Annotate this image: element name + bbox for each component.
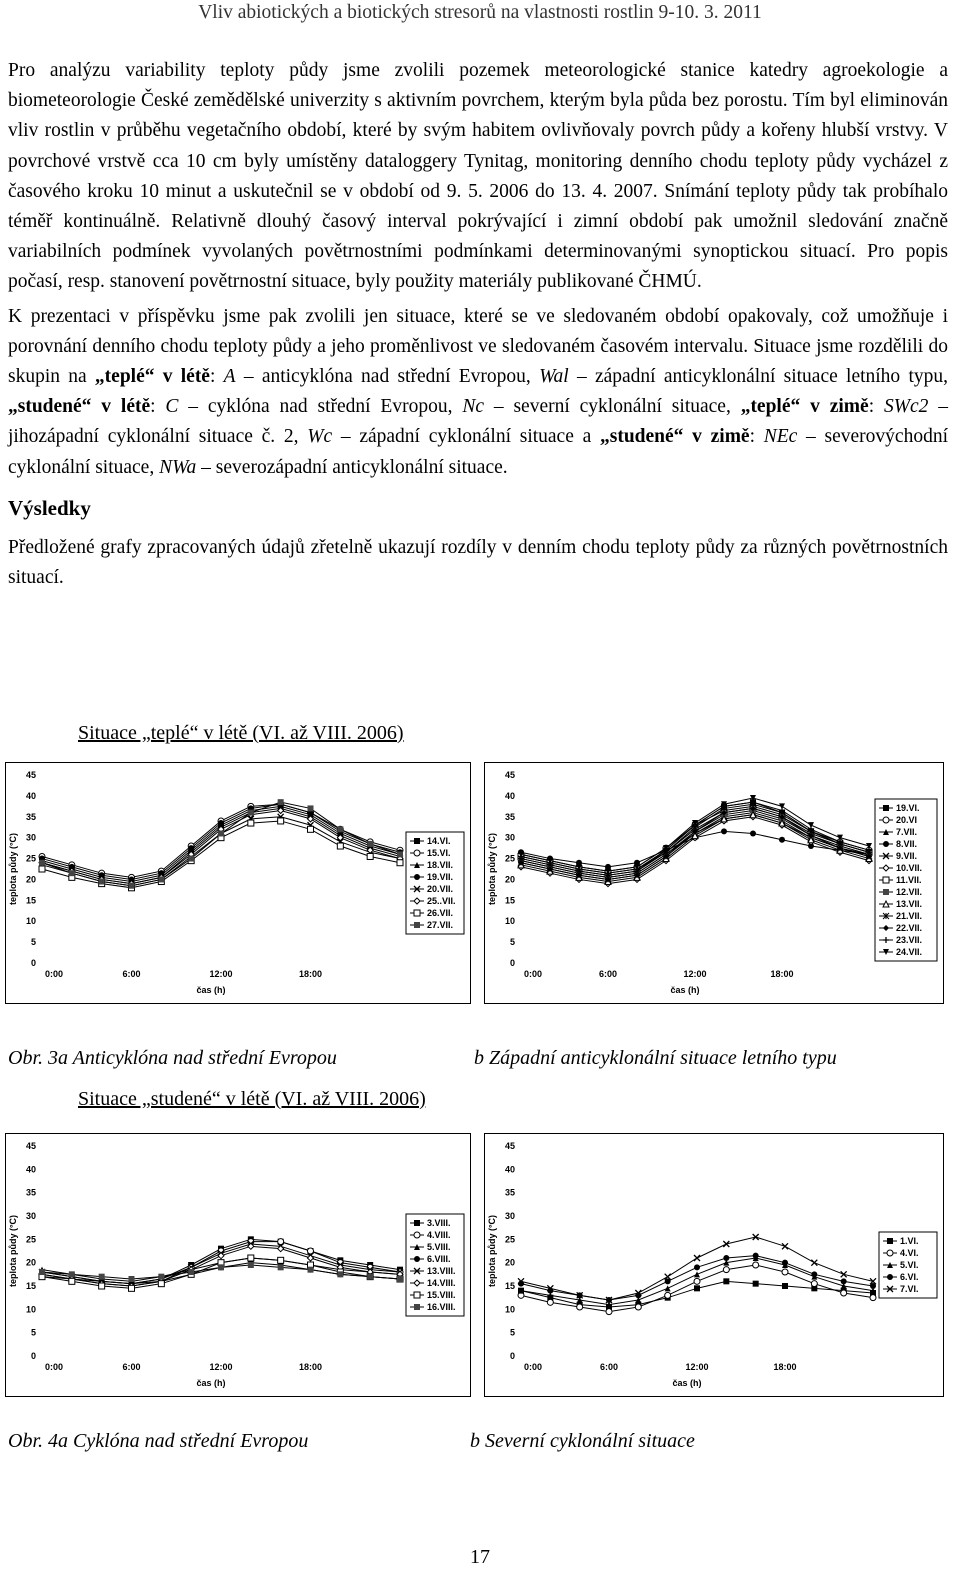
chart-svg xyxy=(485,763,943,1003)
body-text xyxy=(8,56,948,593)
fig3b-caption: b Západní anticyklonální situace letního typu xyxy=(474,1047,837,1069)
y-tick-label: 40 xyxy=(25,1164,36,1175)
legend-marker xyxy=(887,1274,893,1280)
x-tick-label: 0:00 xyxy=(523,969,543,979)
y-tick-label: 15 xyxy=(25,1281,36,1291)
p2-i2: Wal xyxy=(539,366,569,388)
y-tick-label: 15 xyxy=(504,895,515,906)
legend xyxy=(406,1214,464,1316)
legend-entry: 8.VII. xyxy=(896,839,918,849)
data-point xyxy=(158,1274,164,1280)
data-point xyxy=(750,830,756,836)
x-tick-label: 6:00 xyxy=(122,1362,141,1372)
data-point xyxy=(308,805,314,811)
section1-title: Situace „teplé“ v létě (VI. až VIII. 2006) xyxy=(78,722,404,744)
series-line xyxy=(521,1256,873,1300)
y-tick-label: 0 xyxy=(30,1351,36,1361)
data-point xyxy=(782,1269,788,1275)
y-tick-label: 10 xyxy=(504,916,515,927)
x-tick-label: 18:00 xyxy=(770,969,794,979)
legend-entry: 24.VII. xyxy=(896,947,923,957)
p2-b3: „teplé“ v zimě xyxy=(740,396,869,418)
legend-entry: 4.VIII. xyxy=(427,1230,451,1240)
legend-marker xyxy=(414,838,420,844)
paragraph-1: Pro analýzu variability teploty půdy jsme zvolili pozemek meteorologické stanice katedry agroekologie a biometeorologie České zemědělské univerzity s aktivním povrchem, kterým byla půda bez porostu. Tím byl eliminován vliv rostlin v průběhu vegetačního období, které by svým habitem ovlivňovaly povrch půdy a kořeny hlubší vrstvy. V povrchové vrstvě cca 10 cm byly umístěny dataloggery Tynitag, monitoring denního chodu teploty půdy vycházel z časového kroku 10 minut a uskutečnil se v období od 9. 5. 2006 do 13. 4. 2007. Snímání teploty půdy tak probíhalo téměř kontinuálně. Relativně dlouhý časový interval pokrývající i zimní období pak umožnil sledování značně variabilních podmínek vyvolaných povětrnostními podmínkami determinovanými synoptickou situací. Pro popis počasí, resp. stanovení povětrnostní situace, byly použity materiály publikované ČHMÚ. xyxy=(8,60,948,293)
chart-3a xyxy=(5,762,471,1004)
data-point xyxy=(367,841,373,847)
x-axis-label: čas (h) xyxy=(196,1378,226,1388)
data-point xyxy=(547,1299,553,1305)
fig4b-caption: b Severní cyklonální situace xyxy=(470,1430,695,1452)
p2-t2: : xyxy=(209,366,224,388)
data-point xyxy=(606,1309,612,1315)
legend-marker xyxy=(887,1238,893,1244)
data-point xyxy=(841,1278,847,1284)
data-point xyxy=(188,1269,194,1275)
series-3 xyxy=(518,1253,876,1303)
running-header: Vliv abiotických a biotických stresorů na vlastnosti rostlin 9-10. 3. 2011 xyxy=(198,2,762,23)
paragraph-2 xyxy=(8,302,948,483)
data-point xyxy=(694,1285,700,1291)
data-point xyxy=(39,860,45,866)
page-number: 17 xyxy=(470,1546,490,1568)
paragraph-3: Předložené grafy zpracovaných údajů zřetelně ukazují rozdíly v denním chodu teploty půdy za různých povětrnostních situací. xyxy=(8,537,948,589)
series-10 xyxy=(518,805,872,882)
data-point xyxy=(694,1264,700,1270)
data-point xyxy=(723,1267,729,1273)
data-point xyxy=(248,810,254,816)
data-point xyxy=(248,1255,254,1261)
legend-marker xyxy=(414,910,420,916)
y-tick-label: 0 xyxy=(509,958,515,968)
y-tick-label: 30 xyxy=(504,832,515,843)
legend-entry: 5.VIII. xyxy=(427,1242,451,1252)
chart-svg xyxy=(6,763,470,1003)
legend-entry: 19.VI. xyxy=(896,803,920,813)
data-point xyxy=(69,1278,75,1284)
y-tick-label: 10 xyxy=(25,916,36,927)
series-0 xyxy=(39,803,403,884)
x-tick-label: 18:00 xyxy=(773,1362,797,1372)
data-point xyxy=(337,843,343,849)
legend-entry: 7.VII. xyxy=(896,827,918,837)
section2-title: Situace „studené“ v létě (VI. až VIII. 2006) xyxy=(78,1088,426,1110)
legend-marker xyxy=(883,805,889,811)
y-axis-label: teplota půdy (°C) xyxy=(8,1214,18,1288)
data-point xyxy=(782,1243,788,1249)
data-point xyxy=(278,1257,284,1263)
data-point xyxy=(811,1281,817,1287)
legend-entry: 1.VI. xyxy=(900,1236,919,1246)
data-point xyxy=(694,1278,700,1284)
data-point xyxy=(278,818,284,824)
data-point xyxy=(694,1271,700,1277)
p2-i3: C xyxy=(165,396,179,418)
data-point xyxy=(577,1304,583,1310)
data-point xyxy=(218,1264,224,1270)
x-axis-label: čas (h) xyxy=(196,985,226,995)
data-point xyxy=(337,826,343,832)
p2-b2: „studené“ v létě xyxy=(8,396,151,418)
p2-t6: – cyklóna nad střední Evropou, xyxy=(178,396,463,418)
data-point xyxy=(635,1304,641,1310)
legend-entry: 12.VII. xyxy=(896,887,923,897)
legend-entry: 6.VI. xyxy=(900,1272,919,1282)
p2-t12: – severovýchodní cyklonální situace, xyxy=(8,426,948,478)
y-tick-label: 10 xyxy=(25,1304,36,1315)
y-tick-label: 45 xyxy=(25,1141,36,1151)
data-point xyxy=(397,860,403,866)
series-3 xyxy=(39,801,403,882)
y-tick-label: 25 xyxy=(504,853,515,864)
legend-entry: 16.VIII. xyxy=(427,1302,456,1312)
x-tick-label: 12:00 xyxy=(209,1362,233,1372)
y-tick-label: 25 xyxy=(504,1234,515,1245)
y-tick-label: 35 xyxy=(504,811,515,822)
y-tick-label: 5 xyxy=(509,937,515,948)
legend-marker xyxy=(414,1220,420,1226)
data-point xyxy=(69,1271,75,1277)
fig3a-caption: Obr. 3a Anticyklóna nad střední Evropou xyxy=(8,1047,337,1069)
data-point xyxy=(69,870,75,876)
data-point xyxy=(753,1253,759,1259)
legend-entry: 13.VIII. xyxy=(427,1266,456,1276)
legend-entry: 20.VI xyxy=(896,815,918,825)
x-tick-label: 0:00 xyxy=(44,969,64,979)
data-point xyxy=(188,845,194,851)
x-tick-label: 0:00 xyxy=(523,1362,543,1372)
p2-i1: A xyxy=(223,366,236,388)
legend-entry: 22.VII. xyxy=(896,923,923,933)
data-point xyxy=(308,1267,314,1273)
data-point xyxy=(39,866,45,872)
data-point xyxy=(753,1281,759,1287)
y-tick-label: 35 xyxy=(504,1187,515,1198)
data-point xyxy=(158,1281,164,1287)
legend-entry: 20.VII. xyxy=(427,884,454,894)
data-point xyxy=(99,1283,105,1289)
data-point xyxy=(367,853,373,859)
data-point xyxy=(278,1264,284,1270)
legend xyxy=(875,799,937,961)
y-tick-label: 0 xyxy=(30,958,36,968)
data-point xyxy=(841,1290,847,1296)
data-point xyxy=(779,803,785,809)
data-point xyxy=(158,876,164,882)
p2-t13: – severozápadní anticyklonální situace. xyxy=(196,456,508,478)
legend-entry: 7.VI. xyxy=(900,1284,919,1294)
legend-marker xyxy=(414,874,420,880)
y-tick-label: 40 xyxy=(25,790,36,801)
data-point xyxy=(723,1278,729,1284)
data-point xyxy=(665,1292,671,1298)
y-tick-label: 20 xyxy=(504,1257,515,1268)
y-tick-label: 40 xyxy=(504,1164,515,1175)
legend-entry: 26.VII. xyxy=(427,908,454,918)
legend xyxy=(879,1232,937,1298)
data-point xyxy=(278,799,284,805)
y-axis-label: teplota půdy (°C) xyxy=(487,1214,497,1288)
data-point xyxy=(218,830,224,836)
y-tick-label: 20 xyxy=(504,874,515,885)
x-tick-label: 12:00 xyxy=(685,1362,709,1372)
legend-entry: 9.VII. xyxy=(896,851,918,861)
legend-entry: 6.VIII. xyxy=(427,1254,451,1264)
legend xyxy=(406,832,464,934)
legend-entry: 5.VI. xyxy=(900,1260,919,1270)
x-axis-label: čas (h) xyxy=(670,985,700,995)
x-tick-label: 6:00 xyxy=(598,969,618,979)
chart-3b xyxy=(484,762,944,1004)
p2-t5: : xyxy=(150,396,166,418)
legend-marker xyxy=(414,1256,420,1262)
x-tick-label: 12:00 xyxy=(209,969,233,979)
y-tick-label: 5 xyxy=(509,1327,515,1338)
p2-t7: – severní cyklonální situace, xyxy=(484,396,741,418)
series-line xyxy=(42,804,400,879)
data-point xyxy=(39,1269,45,1275)
legend-entry: 10.VII. xyxy=(896,863,923,873)
p2-t1: K prezentaci v příspěvku jsme pak zvolili jen situace, které se ve sledovaném období opakovaly, což umožňuje i porovnání denního chodu teploty půdy a jeho proměnlivost ve sledovaném časovém intervalu. Situace jsme rozdělili do skupin na xyxy=(8,305,948,388)
legend-entry: 21.VII. xyxy=(896,911,923,921)
p2-i5: SWc2 xyxy=(883,396,929,418)
data-point xyxy=(367,1274,373,1280)
data-point xyxy=(99,1274,105,1280)
data-point xyxy=(99,879,105,885)
legend-entry: 15.VI. xyxy=(427,848,451,858)
series-7 xyxy=(39,1262,403,1282)
x-tick-label: 0:00 xyxy=(44,1362,64,1372)
y-tick-label: 25 xyxy=(25,853,36,864)
y-tick-label: 5 xyxy=(30,1327,36,1338)
legend-marker xyxy=(414,922,420,928)
chart-svg xyxy=(6,1134,470,1396)
y-tick-label: 20 xyxy=(25,874,36,885)
series-6 xyxy=(39,1255,403,1291)
p2-b4: „studené“ v zimě xyxy=(599,426,750,448)
p2-t4: – západní anticyklonální situace letního typu, xyxy=(568,366,948,388)
data-point xyxy=(753,1262,759,1268)
y-tick-label: 10 xyxy=(504,1304,515,1315)
p2-i8: NWa xyxy=(159,456,197,478)
y-axis-label: teplota půdy (°C) xyxy=(8,832,18,906)
legend-marker xyxy=(883,889,889,895)
y-tick-label: 40 xyxy=(504,790,515,801)
legend-marker xyxy=(883,877,889,883)
p2-b1: „teplé“ v létě xyxy=(94,366,210,388)
legend-entry: 3.VIII. xyxy=(427,1218,451,1228)
data-point xyxy=(129,1285,135,1291)
legend-entry: 25..VII. xyxy=(427,896,456,906)
y-tick-label: 30 xyxy=(25,832,36,843)
x-tick-label: 18:00 xyxy=(298,969,323,979)
p2-t9: – jihozápadní cyklonální situace č. 2, xyxy=(8,396,948,448)
legend-marker xyxy=(883,913,889,919)
data-point xyxy=(808,822,814,828)
legend-marker xyxy=(414,1292,420,1298)
data-point xyxy=(782,1260,788,1266)
data-point xyxy=(782,1283,788,1289)
legend-entry: 27.VII. xyxy=(427,920,454,930)
chart-4a xyxy=(5,1133,471,1397)
p2-t10: – západní cyklonální situace a xyxy=(332,426,600,448)
y-tick-label: 30 xyxy=(25,1211,36,1221)
data-point xyxy=(665,1285,671,1291)
fig4a-caption: Obr. 4a Cyklóna nad střední Evropou xyxy=(8,1430,309,1452)
y-tick-label: 15 xyxy=(504,1281,515,1291)
data-point xyxy=(721,828,727,834)
legend-entry: 23.VII. xyxy=(896,935,923,945)
data-point xyxy=(723,1255,729,1261)
y-tick-label: 35 xyxy=(25,811,36,822)
y-axis-label: teplota půdy (°C) xyxy=(487,832,497,906)
y-tick-label: 15 xyxy=(25,895,36,906)
x-tick-label: 6:00 xyxy=(122,969,141,979)
y-tick-label: 25 xyxy=(25,1234,36,1245)
y-tick-label: 20 xyxy=(25,1257,36,1268)
data-point xyxy=(397,851,403,857)
legend-entry: 15.VIII. xyxy=(427,1290,456,1300)
data-point xyxy=(811,1271,817,1277)
section-heading: Výsledky xyxy=(8,495,91,520)
p2-i6: Wc xyxy=(307,426,333,448)
data-point xyxy=(870,1295,876,1301)
legend-marker xyxy=(414,1304,420,1310)
y-tick-label: 30 xyxy=(504,1211,515,1221)
data-point xyxy=(397,1276,403,1282)
y-tick-label: 5 xyxy=(30,937,36,948)
y-tick-label: 45 xyxy=(25,770,36,780)
legend-marker xyxy=(883,841,889,847)
p2-i7: NEc xyxy=(763,426,798,448)
legend-entry: 14.VIII. xyxy=(427,1278,456,1288)
data-point xyxy=(129,1276,135,1282)
x-tick-label: 18:00 xyxy=(298,1362,323,1372)
y-tick-label: 45 xyxy=(504,770,515,780)
p2-t8: : xyxy=(868,396,884,418)
legend-entry: 14.VI. xyxy=(427,836,451,846)
data-point xyxy=(248,1262,254,1268)
data-point xyxy=(337,1271,343,1277)
data-point xyxy=(129,883,135,889)
chart-svg xyxy=(485,1134,943,1396)
x-tick-label: 12:00 xyxy=(683,969,707,979)
data-point xyxy=(308,826,314,832)
data-point xyxy=(694,1255,700,1261)
data-point xyxy=(248,820,254,826)
legend-entry: 19.VII. xyxy=(427,872,454,882)
x-tick-label: 6:00 xyxy=(599,1362,619,1372)
data-point xyxy=(188,856,194,862)
legend-entry: 18.VII. xyxy=(427,860,454,870)
legend-marker xyxy=(414,850,420,856)
x-axis-label: čas (h) xyxy=(672,1378,702,1388)
legend-entry: 4.VI. xyxy=(900,1248,919,1258)
legend-entry: 13.VII. xyxy=(896,899,923,909)
legend-marker xyxy=(883,817,889,823)
legend-marker xyxy=(414,1232,420,1238)
data-point xyxy=(779,837,785,843)
p2-t11: : xyxy=(749,426,764,448)
legend-entry: 11.VII. xyxy=(896,875,922,885)
y-tick-label: 45 xyxy=(504,1141,515,1151)
chart-4b xyxy=(484,1133,944,1397)
y-tick-label: 35 xyxy=(25,1187,36,1198)
y-tick-label: 0 xyxy=(509,1351,515,1361)
p2-i4: Nc xyxy=(462,396,484,418)
data-point xyxy=(811,1260,817,1266)
p2-t3: – anticyklóna nad střední Evropou, xyxy=(235,366,540,388)
data-point xyxy=(218,820,224,826)
legend-marker xyxy=(887,1250,893,1256)
